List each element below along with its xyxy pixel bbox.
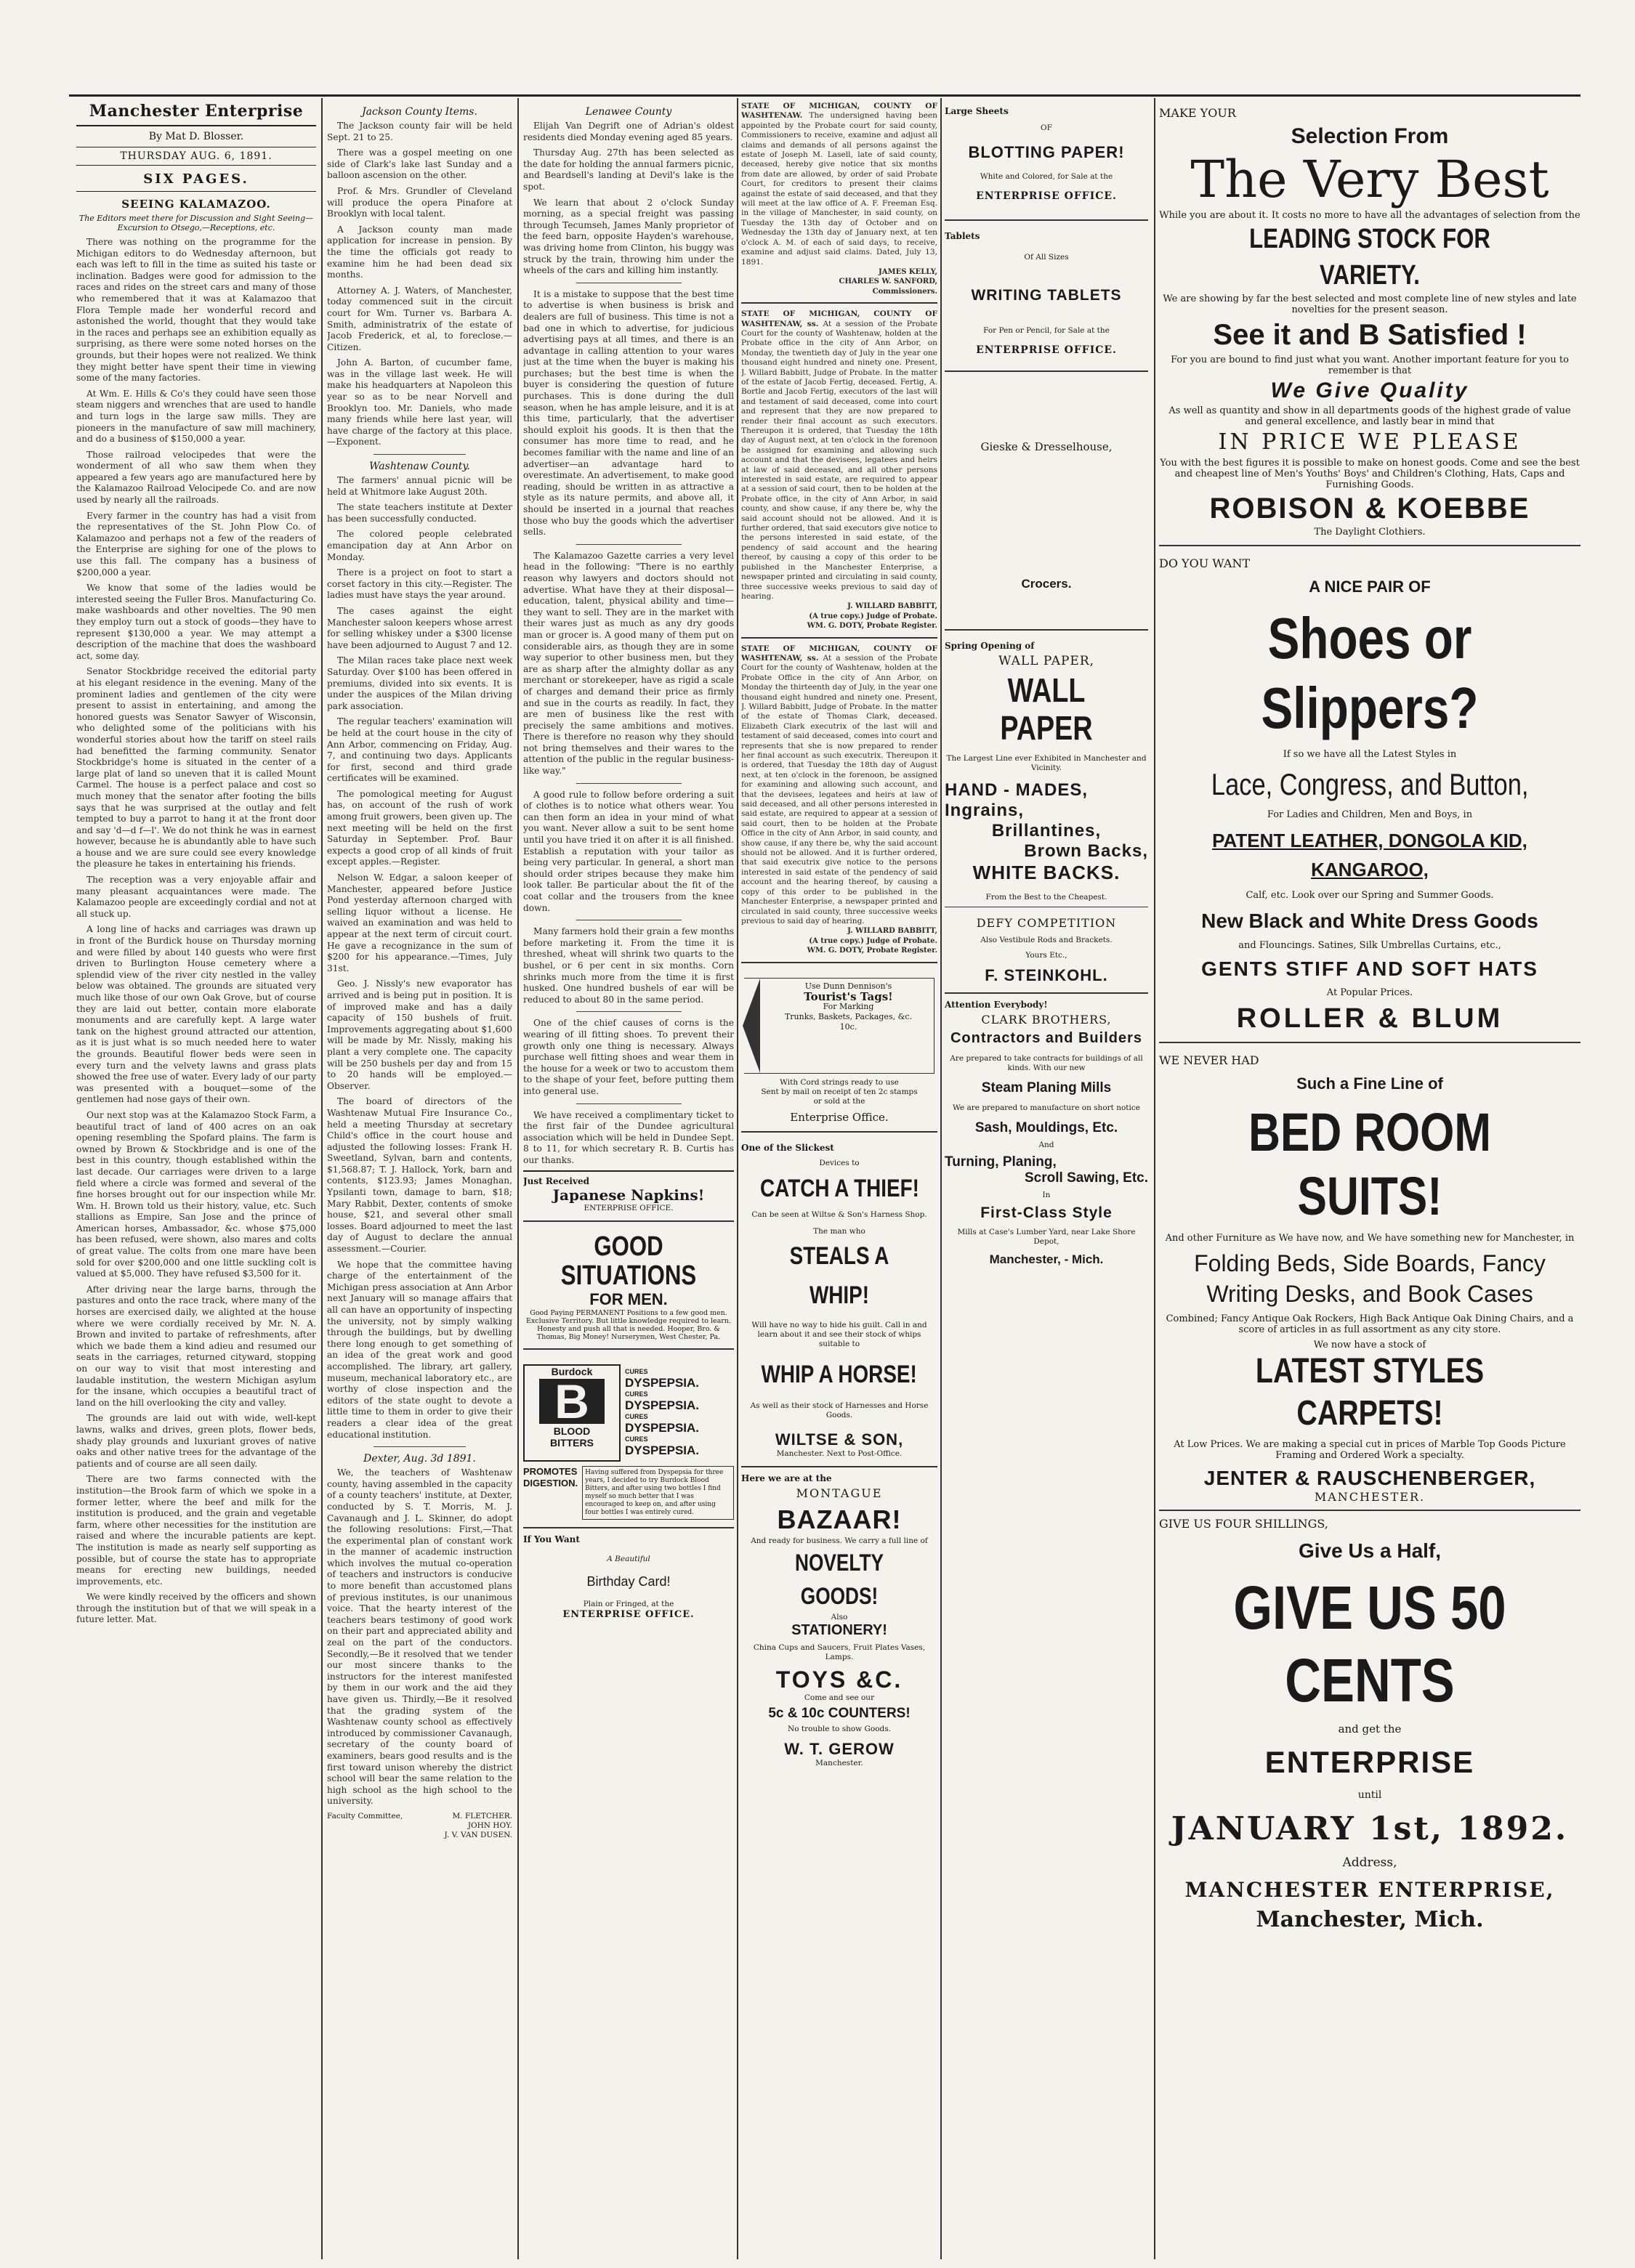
brand-letter: B: [539, 1379, 605, 1424]
clark-brothers-ad: [945, 1000, 1148, 1267]
ad-line: The Largest Line ever Exhibited in Manchester and Vicinity.: [946, 754, 1147, 772]
notice-head: STATE OF MICHIGAN, COUNTY OF WASHTENAW, ss.: [741, 644, 937, 663]
ad-firm: Gieske & Dresselhouse,: [980, 440, 1113, 453]
ad-item: Brillantines,: [991, 821, 1102, 841]
wallpaper-ad: [945, 636, 1148, 994]
ad-title: Lace, Congress, and Button,: [1211, 767, 1529, 801]
enterprise-subscription-ad: [1159, 1517, 1580, 1935]
ad-title: ENTERPRISE: [1264, 1745, 1475, 1779]
ad-line: or sold at the: [813, 1096, 865, 1106]
ad-line: Give Us a Half,: [1298, 1539, 1442, 1562]
column-4: [741, 102, 937, 1768]
ad-text: Good Paying PERMANENT Positions to a few good men. Exclusive Territory. But little knowledge required to learn. Honesty and push all that is needed. Hooper, Bro. & Thomas, Big Money! Nurserymen, West Chester, Pa.: [525, 1309, 731, 1342]
ad-title: BLOTTING PAPER!: [968, 143, 1125, 161]
cures-label: CURES: [625, 1413, 648, 1421]
ad-firm: W. T. GEROW: [784, 1739, 895, 1758]
ad-line: With Cord strings ready to use: [780, 1077, 899, 1087]
ad-title: NOVELTY GOODS!: [795, 1549, 884, 1609]
cures-item: DYSPEPSIA.: [625, 1398, 700, 1413]
ad-title: Folding Beds, Side Boards, Fancy Writing Desks, and Book Cases: [1194, 1250, 1546, 1307]
jenter-rauschenberger-ad: [1159, 1049, 1580, 1511]
paragraph: Our next stop was at the Kalamazoo Stock Farm, a beautiful tract of land of 400 acres on an oak opening resembling the Spofard plains. The farm is owned by Brown & Stockbridge and is one of the best in this country, though established within the last decade. Our carriages were driven to a large field where a circle was formed and several of the fine horses brought out for our inspection while Mr. Wm. H. Brown told us their history, value, etc. Such stallions as Empire, San Jose and the prince of American horses, Ambassador, &c. whose $75,000 has been refused, were shown, also mares and colts of great value. The colts from one mare have been sold for over $200,000 and one little suckling colt is valued at $5,000. They have refused $3,500 for it.: [76, 1109, 316, 1279]
divider: [576, 544, 682, 545]
napkins-ad: [523, 1172, 734, 1222]
ad-firm: ROLLER & BLUM: [1236, 1003, 1503, 1034]
news-item: The state teachers institute at Dexter has been successfully conducted.: [327, 502, 512, 524]
ad-line: and get the: [1338, 1722, 1402, 1736]
ad-title: Birthday Card!: [586, 1574, 671, 1589]
ad-location: Manchester. Next to Post-Office.: [776, 1449, 903, 1458]
ad-title: Shoes or Slippers?: [1261, 606, 1479, 740]
divider: [576, 783, 682, 784]
probate-notice: [741, 102, 937, 304]
column-rule: [940, 98, 942, 2259]
paragraph: The reception was a very enjoyable affair and many pleasant acquaintances were made. The Kalamazoo people are exceedingly cordial and not at all stuck up.: [76, 875, 316, 919]
ad-line: A Beautiful: [607, 1555, 650, 1564]
ad-title: BED ROOM SUITS!: [1248, 1102, 1491, 1226]
ad-firm: ROBISON & KOEBBE: [1209, 493, 1530, 525]
ad-title: 5c & 10c COUNTERS!: [768, 1705, 911, 1721]
notice-head: STATE OF MICHIGAN, COUNTY OF WASHTENAW, ss.: [741, 309, 937, 328]
probate-notice: [741, 309, 937, 638]
news-item: Geo. J. Nissly's new evaporator has arrived and is being put in position. It is of improved make and has a daily capacity of 150 bushels of fruit. Improvements aggregating about $1,600 will be made by Mr. Nissly, making his plant a very complete one. The capacity will be 250 bushels per day and from 15 to 20 hands will be employed.—Observer.: [327, 979, 512, 1091]
paragraph: The grounds are laid out with wide, well-kept lawns, walks and drives, green plots, flower beds, shady play grounds and luxuriant groves of native oaks and other native trees for the advantage of the patients and of course are all seen daily.: [76, 1413, 316, 1469]
tag-line: Use Dunn Dennison's: [804, 981, 892, 991]
news-item: The board of directors of the Washtenaw Mutual Fire Insurance Co., held a meeting Thursday at secretary Child's office in the court house and adjusted the following losses: Frank H. Sweetland, Sylvan, barn and contents, $1,568.87; T. J. Hallock, York, barn and contents, $123.93; James Monaghan, Ypsilanti town, damage to barn, $18; Mary Rabbit, Dexter, contents of smoke house, $21, and several other small losses. Board adjourned to meet the last day of August to declare the annual assessment.—Courier.: [327, 1096, 512, 1255]
ad-title: JANUARY 1st, 1892.: [1171, 1810, 1569, 1847]
ad-head: Attention Everybody!: [945, 1000, 1048, 1010]
ad-line: For Pen or Pencil, for Sale at the: [983, 326, 1110, 335]
article-subhead: The Editors meet there for Discussion and Sight Seeing—Excursion to Otsego,—Receptions, etc.: [78, 214, 314, 232]
paragraph: A long line of hacks and carriages was drawn up in front of the Burdick house on Thursday morning and were filled by about 140 guests who were first driven to Burlington House cemetery where a splendid view of the river city nestled in the valley below was obtained. The grounds are situated very much like those of our own Oak Grove, but of course they are laid out better, contain more elaborate monuments and are carefully kept. A large water tank on the highest ground attracted our attention, as it is just what is so much needed here to water the grounds. Beautiful flower beds were seen in every turn and the velvety lawns and grass plats showed the free use of water. Every lady of our party was presented with a bouquet—some of the gentlemen had nose gays of their own.: [76, 924, 316, 1105]
column-3: [523, 102, 734, 1620]
news-item: The Kalamazoo Gazette carries a very level head in the following: "There is no earthly reason why lawyers and doctors should not advertise. What have they at their disposal—education, talent, physical ability and time—they want to sell. They are in the market with their wares just as much as any dry goods man or grocer is. A good many of them put on considerable airs, as though they are in some way superior to other business men, but they are as sharp after the almighty dollar as any merchant or storekeeper, have as rigid a scale of charges and demand their price as firmly and sue in the courts as readily. In fact, they are men of business like the rest with precisely the same ambitions and motives. There is therefore no reason why they should not bring themselves and their wares to the attention of the public in the regular business-like way.": [523, 550, 734, 777]
dateline: Dexter, Aug. 3d 1891.: [363, 1453, 476, 1465]
ad-item: Brown Backs,: [1024, 841, 1148, 861]
ad-title: GENTS STIFF AND SOFT HATS: [1201, 957, 1538, 980]
cures-item: DYSPEPSIA.: [625, 1376, 700, 1390]
testimonial: Having suffered from Dyspepsia for three years, I decided to try Burdock Blood Bitters, and after using two bottles I find myself so much better that I was encouraged to keep on, and after using four bottles I was entirely cured.: [582, 1466, 734, 1520]
ad-head: Large Sheets: [945, 106, 1009, 116]
ad-title: We Give Quality: [1270, 378, 1469, 402]
ad-line: White and Colored, for Sale at the: [980, 172, 1113, 181]
section-title: Washtenaw County.: [369, 461, 470, 473]
ad-title: LEADING STOCK FOR VARIETY.: [1249, 224, 1490, 291]
ad-line: We are prepared to manufacture on short notice: [953, 1103, 1140, 1112]
tag-line: Trunks, Baskets, Packages, &c.: [784, 1011, 913, 1021]
roller-blum-ad: [1159, 552, 1580, 1043]
ad-line: At Popular Prices.: [1326, 987, 1413, 998]
ad-line: If so we have all the Latest Styles in: [1283, 749, 1457, 760]
ad-line: For Ladies and Children, Men and Boys, in: [1267, 809, 1473, 820]
grocers-ad: [945, 378, 1148, 631]
cures-list: [625, 1368, 699, 1458]
news-item: The cases against the eight Manchester saloon keepers whose arrest for selling whiskey under a $300 license have been adjourned to August 7 and 12.: [327, 605, 512, 650]
news-items: [327, 475, 512, 1441]
notice-text: At a session of the Probate Court for the county of Washtenaw, holden at the Probate office in the city of Ann Arbor, on Monday, the twentieth day of July in the year one thousand eight hundred and ninety one. Present, J. Willard Babbitt, Judge of Probate. In the matter of the estate of Jacob Fertig, deceased. Fertig, A. Bortle and Jacob Fertig, executors of the last will and testament of said deceased, come into court and represent that they are now prepared to render their final account as such executors. Thereupon it is ordered, that Tuesday the 18th day of August next, at ten o'clock in the forenoon be assigned for examining and allowing such account and that the devisees, legatees and heirs at law of said deceased, and all other persons interested in said estate, are required to appear at a session of said court, then to be holden at the Probate office, in the city of Ann Arbor, in said county, and show cause, if any there be, why the said account should not be allowed. And it is further ordered, that said executors give notice to the persons interested in said estate, of the pendency of said account and the hearing thereof, by causing a copy of this order to be published in the Manchester Enterprise, a newspaper printed and circulating in said county, three successive weeks previous to said day of hearing.: [741, 319, 937, 601]
birthday-card-ad: [523, 1534, 734, 1620]
ad-title: GOOD SITUATIONS: [560, 1231, 697, 1292]
ad-item: First-Class Style: [980, 1204, 1113, 1221]
news-item: A Jackson county man made application for increase in pension. By the time the officials got ready to examine him he had been dead six months.: [327, 224, 512, 280]
tag-line: For Marking: [823, 1001, 874, 1011]
ad-title: New Black and White Dress Goods: [1201, 910, 1538, 932]
ad-title: Crocers.: [1021, 577, 1072, 591]
signature-block: [327, 1812, 512, 1840]
ad-head: Here we are at the: [741, 1473, 832, 1483]
paragraph: After driving near the large barns, through the pastures and onto the race track, where many of the horses are exercised daily, we alighted at the house where we were cordially received by Mr. N. A. Brown and invited to partake of refreshments, after which we bade them a kind adieu and resumed our seats in the carriages, returned cityward, stopping on our way to visit that most interesting and laudable institution, the western Michigan asylum for the insane, which occupies a beautiful tract of land on the hill overlooking the city and valley.: [76, 1284, 316, 1408]
paragraph: We know that some of the ladies would be interested seeing the Fuller Bros. Manufacturing Co. make washboards and other novelties. The 90 men they employ turn out a stock of goods—they have to represent $130,000 a year. We may attempt a description of the machine that does the washboard act, some day.: [76, 583, 316, 661]
ad-title: STEALS A WHIP!: [789, 1242, 889, 1309]
news-item: The Jackson county fair will be held Sept. 21 to 25.: [327, 121, 512, 142]
committee-label: Faculty Committee,: [327, 1811, 403, 1821]
ad-firm: JENTER & RAUSCHENBERGER,: [1203, 1467, 1536, 1489]
ad-title: TOYS &C.: [775, 1666, 903, 1693]
ad-line: The Daylight Clothiers.: [1314, 527, 1426, 538]
ad-line: Combined; Fancy Antique Oak Rockers, High Back Antique Oak Dining Chairs, and a score of articles in as full assortment as any city store.: [1166, 1313, 1574, 1335]
masthead-date: THURSDAY AUG. 6, 1891.: [76, 147, 316, 166]
ad-title: GIVE US 50 CENTS: [1233, 1574, 1506, 1714]
ad-title: Contractors and Builders: [950, 1030, 1143, 1046]
masthead-title: Manchester Enterprise: [76, 102, 316, 126]
news-item: John A. Barton, of cucumber fame, was in the village last week. He will make his headquarters at Napoleon this year so as to be near Norvell and Brooklyn too. Mr. Daniels, who made many friends while here last year, will have charge of the factory at this place.—Exponent.: [327, 357, 512, 447]
ad-line: OF: [1041, 123, 1052, 132]
divider: [374, 454, 467, 455]
ad-item: Turning, Planing,: [945, 1154, 1057, 1170]
ad-line: WALL PAPER,: [998, 654, 1095, 668]
ad-line: Of All Sizes: [1024, 253, 1069, 262]
notice-signer: CHARLES W. SANFORD,: [839, 278, 937, 286]
ad-line: Can be seen at Wiltse & Son's Harness Shop.: [751, 1210, 927, 1219]
ad-title: CATCH A THIEF!: [759, 1174, 919, 1202]
notice-signer: (A true copy.) Judge of Probate.: [809, 612, 937, 620]
ad-firm: MANCHESTER ENTERPRISE,: [1184, 1878, 1555, 1902]
ad-line: For you are bound to find just what you want. Another important feature for you to remember is that: [1171, 355, 1569, 376]
ad-item: Ingrains,: [945, 801, 1025, 820]
ad-title: LATEST STYLES CARPETS!: [1255, 1352, 1485, 1433]
notice-signer: JAMES KELLY,: [879, 267, 937, 276]
paragraph: Those railroad velocipedes that were the wonderment of all who saw them when they appeared a few years ago are manufactured here by the Kalamazoo Railroad Velocipede Co. and are now used by nearly all the railroads.: [76, 449, 316, 506]
ad-line: We now have a stock of: [1313, 1340, 1426, 1350]
bazaar-ad: [741, 1473, 937, 1768]
ad-line: Mills at Case's Lumber Yard, near Lake Shore Depot,: [957, 1228, 1136, 1246]
ad-line: Will have no way to hide his guilt. Call in and learn about it and see their stock of whips suitable to: [751, 1320, 927, 1348]
ad-line: MONTAGUE: [796, 1486, 883, 1500]
ad-head: GIVE US FOUR SHILLINGS,: [1159, 1517, 1328, 1531]
resolution-text: We, the teachers of Washtenaw county, having assembled in the capacity of a county teachers' institute, at Dexter, conducted by S. T. Morris, M. J. Cavanaugh and J. L. Skinner, do adopt the following resolutions: First,—That the experimental plan of constant work in the manner of academic instruction which involves the mutual co-operation of teachers and instructors is conducive to more benefit than accustomed plans of previous institutes, is our unanimous voice. That the hearty interest of the teachers bears testimony of good work on their part and appreciated ability and zeal on the part of the conductors. Secondly,—Be it resolved that we tender our most sincere thanks to the instructors for the interest manifested by them in our work and the aid they have given us. Thirdly,—Be it resolved that the grading system of the Washtenaw county school as effectively introduced by commissioner Cavanaugh, secretary of the county board of examiners, bears good results and is the first toward unison whereby the district school will bear the same relation to the high school as the high school to the university.: [327, 1467, 512, 1807]
column-2: [327, 102, 512, 1840]
notice-signer: (A true copy.) Judge of Probate.: [809, 936, 937, 945]
column-rule: [321, 98, 323, 2259]
ad-firm: WILTSE & SON,: [775, 1430, 904, 1449]
paragraph: At Wm. E. Hills & Co's they could have seen those steam niggers and wrenches that are used to handle and turn logs in the large saw mills. They are pioneers in the manufacture of saw mill machinery, and do a business of $150,000 a year.: [76, 388, 316, 445]
news-item: Prof. & Mrs. Grundler of Cleveland will produce the opera Pinafore at Brooklyn with local talent.: [327, 185, 512, 219]
paragraph: Senator Stockbridge received the editorial party at his elegant residence in the evening. Many of the prominent ladies and gentlemen of the city were present to assist in entertaining, and among the honored guests was Senator Sawyer of Wisconsin, who delighted some of the politicians with his wonderful stories about how the tariff on steel rails had benefitted the farming community. Senator Stockbridge's home is situated in the center of a large plat of land so uneven that it is called Mount Carmel. The house is a perfect palace and cost so much money that the senator after footing the bills says that he was surprised at the outlay and felt tempted to buy a parrot to hang it at the front door and say 'd—d f—l'. We do not think he was in earnest however, because he is abundantly able to have such a house and we are sure could see every knowledge the pleasure he takes in entertaining his friends.: [76, 666, 316, 870]
ad-head: Spring Opening of: [945, 641, 1035, 651]
ad-line: No trouble to show Goods.: [788, 1724, 891, 1733]
news-item: There is a project on foot to start a corset factory in this city.—Register. The ladies must have stays the year around.: [327, 567, 512, 601]
robison-koebbe-ad: [1159, 102, 1580, 546]
ad-office: ENTERPRISE OFFICE.: [976, 190, 1117, 202]
ad-firm: F. STEINKOHL.: [985, 966, 1108, 984]
news-items: [327, 121, 512, 448]
ad-line: Such a Fine Line of: [1296, 1074, 1443, 1093]
news-item: Attorney A. J. Waters, of Manchester, today commenced suit in the circuit court for Wm. Turner vs. Barbara A. Smith, administratrix of the estate of Jacob Frederick, et al, to foreclose.—Citizen.: [327, 285, 512, 352]
notice-signer: WM. G. DOTY, Probate Register.: [807, 622, 937, 631]
promotes-label: PROMOTES DIGESTION.: [523, 1466, 578, 1489]
cures-item: DYSPEPSIA.: [625, 1421, 700, 1435]
ad-location: Manchester.: [815, 1758, 863, 1767]
burdock-logo: [523, 1364, 621, 1462]
signer: J. V. VAN DUSEN.: [444, 1830, 512, 1839]
ad-title: The Very Best: [1190, 150, 1549, 209]
column-5: [945, 102, 1148, 1267]
ad-line: Come and see our: [804, 1693, 875, 1702]
ad-line: A NICE PAIR OF: [1309, 578, 1431, 596]
ad-title: PATENT LEATHER, DONGOLA KID, KANGAROO,: [1212, 830, 1527, 880]
notice-signer: Commissioners.: [872, 287, 937, 296]
ad-line: until: [1357, 1789, 1382, 1801]
ad-line: And other Furniture as We have now, and We have something new for Manchester, in: [1165, 1233, 1575, 1244]
notice-text: At a session of the Probate Court for the county of Washtenaw, holden at the Probate Office in the city of Ann Arbor, on Monday the thirteenth day of July, in the year one thousand eight hundred and ninety one. Present, J. Willard Babbitt, Judge of Probate. In the matter of the estate of Thomas Clark, deceased. Elizabeth Clark executrix of the last will and testament of said deceased, comes into court and represents that she is now prepared to render her final account as such executrix. Thereupon it is ordered, that Tuesday the 18th day of August next, at ten o'clock in the forenoon, be assigned for examining and allowing such account, and that the devisees, legatees and heirs at law of said deceased, and all other persons interested in said estate, are required to appear at a session of said court, then to be holden at the Probate Office in the city of Ann Arbor, in said county, and show cause, if any there be, why the said account should not be allowed. And it is further ordered, that said executrix give notice to the persons interested in said estate of the pendency of said account and the hearing thereof, by causing a copy of this order to be published in the Manchester Enterprise, a newspaper printed and circulated in said county, three successive weeks previous to said day of hearing.: [741, 653, 937, 926]
paragraph: We were kindly received by the officers and shown through the institution but of that we will speak in a future letter. Mat.: [76, 1592, 316, 1625]
notice-head: STATE OF MICHIGAN, COUNTY OF WASHTENAW.: [741, 102, 937, 121]
ad-line: Also Vestibule Rods and Brackets.: [980, 936, 1113, 944]
news-item: The farmers' annual picnic will be held at Whitmore lake August 20th.: [327, 475, 512, 497]
ad-subtitle: FOR MEN.: [589, 1290, 668, 1309]
tag-title: Tourist's Tags!: [804, 989, 893, 1003]
ad-line: Sent by mail on receipt of ten 2c stamps: [761, 1087, 918, 1096]
news-item: We have received a complimentary ticket to the first fair of the Dundee agricultural association which will be held in Dundee Sept. 8 to 11, for which secretary R. B. Curtis has our thanks.: [523, 1109, 734, 1165]
news-item: We hope that the committee having charge of the entertainment of the Michigan press association at Ann Arbor next January will so manage affairs that all can have an opportunity of inspecting the university, not by simply walking through the buildings, but by dwelling there long enough to get something of an idea of the great work and good accomplished. The library, art gallery, museum, mechanical laboratory etc., are worthy of close inspection and the editors of the state ought to devote a little time to them in order to give their readers a clear idea of the great educational institution.: [327, 1259, 512, 1440]
section-title: Lenawee County: [585, 106, 672, 118]
news-item: We learn that about 2 o'clock Sunday morning, as a special freight was passing through Tecumseh, James Manly proprietor of the feed barn, opposite Hayden's warehouse, was driving home from Clinton, his buggy was struck by the train, throwing him under the wheels of the cars and killing him instantly.: [523, 197, 734, 276]
ad-head: Tablets: [945, 231, 980, 241]
ad-line: Are prepared to take contracts for buildings of all kinds. With our new: [950, 1054, 1143, 1072]
cures-label: CURES: [625, 1390, 648, 1398]
paragraph: There was nothing on the programme for the Michigan editors to do Wednesday afternoon, but each was left to fill in the time as suited his taste or inclination. Badges were good for admission to the races and rides on the street cars and many of those who remembered that it was at Kalamazoo that Flora Temple made her wonderful record and astonished the world, thought that they would take in the races and perhaps see an exhibition equally as surprising, as there were some noted horses on the grounds, but their hopes were not realized. We think they might better have spent their time in viewing some of the many factories.: [76, 237, 316, 384]
probate-notice: [741, 644, 937, 963]
blotting-paper-ad: [945, 102, 1148, 221]
cures-label: CURES: [625, 1368, 648, 1376]
divider: [576, 1011, 682, 1012]
ad-line: At Low Prices. We are making a special cut in prices of Marble Top Goods Picture Framing and Ordered Work a specialty.: [1174, 1439, 1566, 1461]
brand-line: BITTERS: [550, 1437, 594, 1449]
news-item: Many farmers hold their grain a few months before marketing it. From the time it is threshed, wheat will shrink two quarts to the bushel, or 6 per cent in six months. Corn shrinks much more from the time it is first husked. One hundred bushels of ear will be reduced to about 80 in the same period.: [523, 926, 734, 1005]
ad-line: As well as quantity and show in all departments goods of the highest grade of value and general excellence, and lastly bear in mind that: [1168, 405, 1571, 427]
news-item: Thursday Aug. 27th has been selected as the date for holding the annual farmers picnic, and Beardsell's landing at Devil's lake is the spot.: [523, 147, 734, 192]
ad-head: WE NEVER HAD: [1159, 1053, 1259, 1067]
ad-title: Japanese Napkins!: [552, 1186, 705, 1204]
ad-office: Enterprise Office.: [790, 1110, 889, 1124]
news-item: The pomological meeting for August has, on account of the rush of work among fruit growers, been given up. The next meeting will be held on the first Saturday in September. Prof. Baur expects a good crop of all kinds of fruit except apples.—Register.: [327, 788, 512, 867]
column-rule: [737, 98, 738, 2259]
ad-line: And ready for business. We carry a full line of: [751, 1536, 928, 1545]
whip-ad: [741, 1138, 937, 1467]
ad-title: IN PRICE WE PLEASE: [1218, 429, 1522, 455]
ad-office: ENTERPRISE OFFICE.: [976, 344, 1117, 356]
news-item: It is a mistake to suppose that the best time to advertise is when business is brisk and dealers are full of business. This time is not a bad one in which to advertise, for judicious advertising pays at all times, and there is an advantage in calling attention to your wares just at the time when the buyer is making his purchases; but the best time is when the buyer is considering the question of future purchases. This is done during the dull season, when he has ample leisure, and it is at this time, particularly, that the advertiser should exploit his goods. It is then that the consumer has more time to read, and he becomes familiar with the name and line of an advertiser—an advantage hard to overestimate. An advertisement, to make good reading, should be written in as attractive a style as its nature permits, and above all, it should be inserted in a journal that reaches those who buy the goods which the advertiser sells.: [523, 288, 734, 538]
news-item: The regular teachers' examination will be held at the court house in the city of Ann Arbor, commencing on Friday, Aug. 7, and continuing two days. Applicants for first, second and third grade certificates will be examined.: [327, 716, 512, 784]
ad-title: Steam Planing Mills: [981, 1080, 1112, 1095]
column-rule: [517, 98, 519, 2259]
news-item: Elijah Van Degrift one of Adrian's oldest residents died Monday evening aged 85 years.: [523, 121, 734, 142]
ad-line: As well as their stock of Harnesses and Horse Goods.: [750, 1401, 929, 1419]
ad-line: DEFY COMPETITION: [976, 916, 1117, 930]
masthead-byline: By Mat D. Blosser.: [148, 131, 244, 142]
ad-item: Scroll Sawing, Etc.: [1025, 1170, 1148, 1186]
tag-icon: [744, 978, 934, 1074]
brand-line: Burdock: [551, 1366, 593, 1378]
ad-location: MANCHESTER.: [1314, 1490, 1426, 1504]
news-item: Nelson W. Edgar, a saloon keeper of Manchester, appeared before Justice Pond yesterday afternoon charged with selling liquor without a license. He waived an examination and was held to appear at the next term of circuit court. He gave a recognizance in the sum of $200 for his appearance.—Times, July 31st.: [327, 872, 512, 973]
signer: M. FLETCHER.: [452, 1811, 512, 1821]
column-1: [76, 102, 316, 1630]
tag-line: 10c.: [839, 1021, 857, 1032]
article-headline: SEEING KALAMAZOO.: [121, 198, 271, 211]
divider: [576, 1103, 682, 1104]
ad-title: WHIP A HORSE!: [761, 1360, 918, 1388]
article-body: [76, 237, 316, 1626]
ad-item: Sash, Mouldings, Etc.: [974, 1120, 1118, 1135]
news-item: A good rule to follow before ordering a suit of clothes is to notice what others wear. You can then form an idea in your mind of what you want. Never allow a suit to be sent home until you have tried it on after it is all finished. Establish a reputation with your tailor as being very particular. In general, a short man should order stripes because they make him look taller. Be particular about the fit of the coat collar and the trousers from the knee down.: [523, 789, 734, 913]
burdock-ad: [523, 1356, 734, 1528]
ad-line: Yours Etc.,: [1025, 951, 1067, 960]
ad-line: The man who: [813, 1226, 865, 1236]
ad-line: Also: [831, 1612, 848, 1621]
divider: [374, 1446, 467, 1447]
ad-line: You with the best figures it is possible to make on honest goods. Come and see the best and cheapest line of Men's Youths' Boys' and Children's Clothing, Hats, Caps and Furnishing Goods.: [1160, 458, 1580, 490]
ad-location: Manchester, - Mich.: [989, 1252, 1104, 1266]
ad-sub: ENTERPRISE OFFICE.: [584, 1204, 674, 1213]
brand-line: BLOOD: [553, 1425, 591, 1438]
ad-line: From the Best to the Cheapest.: [945, 893, 1148, 907]
news-item: There was a gospel meeting on one side of Clark's lake last Sunday and a balloon ascension on the other.: [327, 147, 512, 181]
ad-line: China Cups and Saucers, Fruit Plates Vases, Lamps.: [753, 1643, 926, 1661]
ad-title: See it and B Satisfied !: [1213, 319, 1527, 351]
ad-sub: Plain or Fringed, at the: [583, 1600, 674, 1609]
cures-item: DYSPEPSIA.: [625, 1443, 700, 1458]
ad-head: If You Want: [523, 1534, 580, 1545]
ad-line: We are showing by far the best selected and most complete line of new styles and late novelties for the present season.: [1163, 293, 1577, 315]
notice-text: The undersigned having been appointed by the Probate court for said county, Commissioners to receive, examine and adjust all claims and demands of all persons against the estate of Joseph M. Lasell, late of said county, deceased, hereby give notice that six months from date are allowed, by order of said Probate Court, for creditors to present their claims against the estate of said deceased, and that they will meet at the law office of A. F. Freeman Esq. in the village of Manchester, in said county, on Tuesday the 13th day of October and on Wednesday the 13th day of January next, at ten o'clock A. M. of each of said days, to receive, examine and adjust said claims. Dated, July 13, 1891.: [741, 111, 937, 267]
ad-title: WRITING TABLETS: [971, 287, 1122, 304]
notice-signer: J. WILLARD BABBITT,: [847, 927, 937, 936]
masthead-pages: SIX PAGES.: [76, 171, 316, 192]
ad-head: DO YOU WANT: [1159, 556, 1251, 570]
ad-line: Address,: [1342, 1855, 1397, 1870]
resolution: [327, 1467, 512, 1807]
writing-tablets-ad: [945, 227, 1148, 372]
paragraph: There are two farms connected with the institution—the Brook farm of which we spoke in a former letter, where the beef and milk for the institution is produced, and the grain and vegetable farm, where other necessities for the institution are raised and where the incurable patients are kept. The institution is made as nearly self supporting as possible, but of course the state has to appropriate means for erecting new buildings, needed improvements, etc.: [76, 1474, 316, 1587]
column-rule: [1154, 98, 1155, 2259]
ad-line: While you are about it. It costs no more to have all the advantages of selection from the: [1159, 210, 1580, 221]
ad-line: Selection From: [1291, 124, 1449, 148]
ad-title: WALL PAPER: [1000, 671, 1093, 747]
ad-head: Just Received: [523, 1176, 589, 1187]
ad-line: Calf, etc. Look over our Spring and Summer Goods.: [1246, 890, 1494, 901]
situations-ad: [523, 1228, 734, 1350]
ad-head: One of the Slickest: [741, 1142, 834, 1153]
ad-line: And: [1038, 1141, 1054, 1149]
ad-line: and Flouncings. Satines, Silk Umbrellas Curtains, etc.,: [1238, 940, 1501, 951]
ad-line: In: [1042, 1191, 1051, 1199]
tourist-tags-ad: [741, 969, 937, 1133]
ad-line: Devices to: [819, 1158, 860, 1167]
ad-title: STATIONERY!: [791, 1621, 887, 1638]
ad-location: Manchester, Mich.: [1256, 1907, 1484, 1932]
news-item: The colored people celebrated emancipation day at Ann Arbor on Monday.: [327, 529, 512, 562]
ad-office: ENTERPRISE OFFICE.: [562, 1609, 695, 1621]
top-rule: [69, 94, 1580, 97]
signer: JOHN HOY.: [467, 1821, 512, 1830]
ad-item: WHITE BACKS.: [972, 862, 1121, 883]
ad-title: BAZAAR!: [777, 1504, 902, 1534]
column-6: [1159, 102, 1580, 1935]
notice-signer: J. WILLARD BABBITT,: [847, 602, 937, 611]
notice-signer: WM. G. DOTY, Probate Register.: [807, 947, 937, 955]
news-item: One of the chief causes of corns is the wearing of ill fitting shoes. To prevent their growth only one thing is necessary. Always purchase well fitting shoes and wear them in the house for a week or two to accustom them to the shape of your feet, before putting them into general use.: [523, 1018, 734, 1096]
paragraph: Every farmer in the country has had a visit from the representatives of the St. John Plow Co. of Kalamazoo and perhaps not a few of the readers of the Enterprise are sighing for one of the plows to use this fall. The company has a business of $200,000 a year.: [76, 510, 316, 578]
ad-firm: CLARK BROTHERS,: [981, 1013, 1112, 1026]
news-item: The Milan races take place next week Saturday. Over $100 has been offered in premiums, divided into six events. It is under the auspices of the Milan driving park association.: [327, 655, 512, 711]
ad-head: MAKE YOUR: [1159, 106, 1236, 120]
news-items: [523, 121, 734, 1166]
section-title: Jackson County Items.: [362, 106, 477, 118]
ad-item: HAND - MADES,: [945, 780, 1088, 800]
cures-label: CURES: [625, 1435, 648, 1443]
